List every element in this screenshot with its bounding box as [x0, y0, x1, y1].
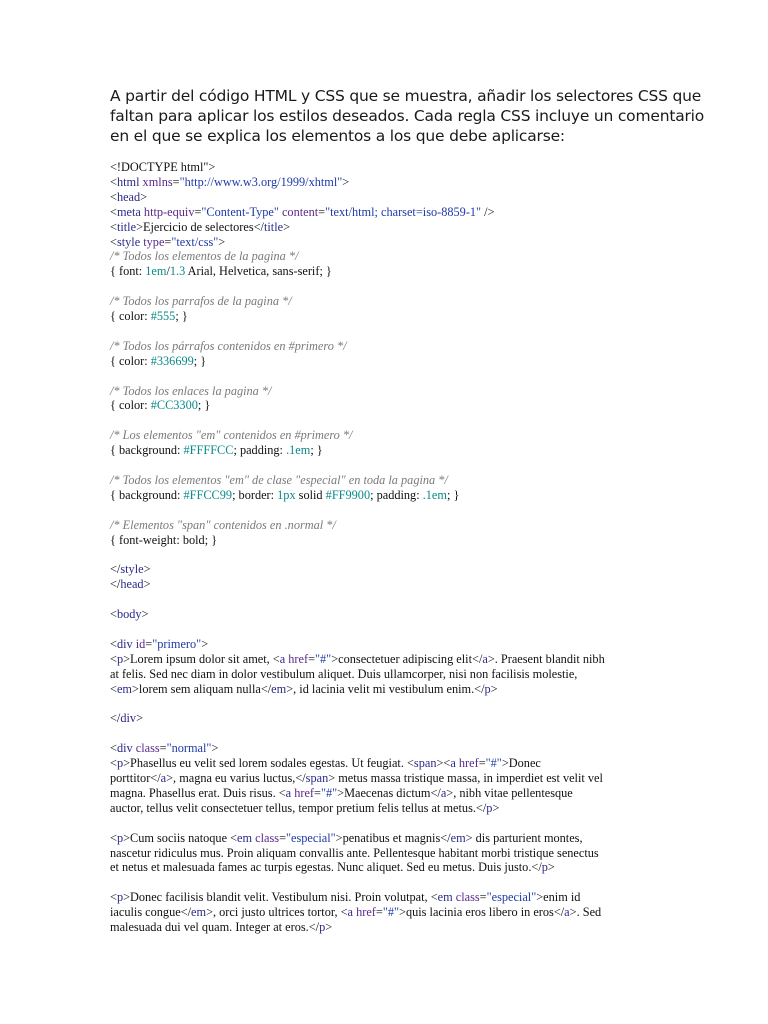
code-token: class — [252, 830, 280, 845]
code-line — [110, 846, 660, 861]
code-line — [110, 384, 660, 399]
code-token: body — [116, 607, 142, 622]
code-token: = — [172, 174, 180, 189]
code-line — [110, 428, 660, 443]
code-line — [110, 354, 660, 369]
code-token: p — [116, 756, 124, 771]
code-token: type — [140, 234, 165, 249]
code-line — [110, 726, 660, 741]
code-token: { color: — [110, 398, 151, 413]
code-token: em — [450, 830, 466, 845]
code-token: "#" — [485, 756, 502, 771]
code-token: href — [291, 785, 314, 800]
code-line — [110, 682, 660, 697]
code-token: > — [218, 234, 226, 249]
code-line — [110, 667, 660, 682]
code-token: > — [547, 860, 555, 875]
code-token: em — [116, 681, 132, 696]
code-token: { font: — [110, 264, 146, 279]
code-token: #FF9900 — [325, 487, 371, 502]
code-token: < — [110, 741, 117, 756]
code-token: = — [478, 756, 486, 771]
code-token: { color: — [110, 353, 151, 368]
code-token: < — [110, 174, 117, 189]
code-token: </ — [110, 711, 121, 726]
code-token: < — [110, 681, 117, 696]
code-token: #336699 — [150, 353, 194, 368]
code-line — [110, 831, 660, 846]
instruction-line: en el que se explica los elementos a los que debe aplicarse: — [110, 127, 565, 145]
code-token: div — [120, 711, 137, 726]
code-token: solid — [295, 487, 326, 502]
code-line — [110, 324, 660, 339]
code-token: >Phasellus eu velit sed lorem sodales egestas. Ut feugiat. < — [123, 756, 414, 771]
code-token: > — [283, 219, 291, 234]
code-token: >Donec facilisis blandit velit. Vestibulum nisi. Proin volutpat, < — [123, 890, 438, 905]
code-token: > — [141, 607, 149, 622]
code-token: >quis lacinia eros libero in eros</ — [399, 905, 565, 920]
code-token: xmlns — [139, 174, 173, 189]
code-token: href — [353, 905, 376, 920]
code-line — [110, 533, 660, 548]
code-line — [110, 279, 660, 294]
code-token: <!DOCTYPE html"> — [110, 160, 216, 174]
code-token: em — [191, 905, 207, 920]
code-line — [110, 413, 660, 428]
instruction-line: A partir del código HTML y CSS que se muestra, añadir los selectores CSS que — [110, 87, 702, 105]
code-token: >, id lacinia velit mi vestibulum enim.</ — [286, 681, 485, 696]
code-line — [110, 741, 660, 756]
code-line — [110, 592, 660, 607]
code-line — [110, 443, 660, 458]
code-token: em — [437, 890, 453, 905]
code-token: at felis. Sed nec diam in dolor vestibulum aliquet. Duis ullamcorper, nisi non facilisis molestie, — [110, 666, 578, 681]
code-line — [110, 771, 660, 786]
code-line — [110, 175, 660, 190]
code-token: #FFCC99 — [183, 487, 233, 502]
code-token: = — [479, 890, 487, 905]
code-token: p — [319, 920, 326, 935]
code-line — [110, 875, 660, 890]
code-token: > — [140, 189, 148, 204]
code-token: span — [413, 756, 437, 771]
code-token: http-equiv — [140, 204, 195, 219]
code-token: .1em — [286, 443, 311, 458]
code-line — [110, 160, 660, 175]
code-token: > metus massa tristique massa, in imperdiet est velit vel — [328, 770, 603, 785]
code-token: auctor, tellus velit consectetuer tellus, tempor pretium felis tellus at metus.</ — [110, 800, 487, 815]
code-line — [110, 547, 660, 562]
code-token: "text/html; charset=iso-8859-1" — [325, 204, 482, 219]
code-token: < — [110, 890, 117, 905]
code-token: Arial, Helvetica, sans-serif; } — [185, 264, 332, 279]
code-token: > — [325, 920, 333, 935]
code-line — [110, 473, 660, 488]
code-line — [110, 562, 660, 577]
code-token: head — [120, 577, 144, 592]
code-token: >Maecenas dictum</ — [337, 785, 441, 800]
code-token: > — [143, 577, 151, 592]
code-line — [110, 577, 660, 592]
code-token: title — [263, 219, 284, 234]
code-token: em — [237, 830, 253, 845]
code-token: em — [271, 681, 287, 696]
code-token: malesuada dui vel quam. Integer at eros.</ — [110, 920, 320, 935]
code-token: ; } — [446, 487, 460, 502]
code-token: > — [143, 562, 151, 577]
code-token: ; padding: — [233, 443, 287, 458]
code-token: >penatibus et magnis</ — [335, 830, 451, 845]
code-token: = — [318, 204, 326, 219]
code-token: p — [116, 890, 124, 905]
code-token: div — [116, 741, 133, 756]
code-line — [110, 801, 660, 816]
code-token: id — [132, 636, 146, 651]
code-token: porttitor</ — [110, 770, 161, 785]
code-line — [110, 190, 660, 205]
code-token: /> — [481, 204, 495, 219]
code-line — [110, 458, 660, 473]
code-token: > — [342, 174, 350, 189]
code-token: { color: — [110, 309, 151, 324]
code-line — [110, 309, 660, 324]
code-token: meta — [116, 204, 141, 219]
code-token: /* Todos los enlaces la pagina */ — [110, 383, 272, 398]
code-token: href — [455, 756, 479, 771]
code-token: /* Elementos "span" contenidos en .normal */ — [110, 517, 336, 532]
code-token: < — [110, 651, 117, 666]
code-token: a — [279, 651, 286, 666]
code-token: >Lorem ipsum dolor sit amet, < — [123, 651, 280, 666]
code-line — [110, 398, 660, 413]
code-line — [110, 905, 660, 920]
code-line — [110, 711, 660, 726]
code-line — [110, 339, 660, 354]
code-token: span — [305, 770, 329, 785]
code-token: >Ejercicio de selectores</ — [136, 219, 264, 234]
code-token: >Cum sociis natoque < — [123, 830, 238, 845]
code-token: p — [116, 830, 124, 845]
code-token: "Content-Type" — [201, 204, 279, 219]
code-token: p — [486, 800, 493, 815]
code-line — [110, 890, 660, 905]
code-token: html — [116, 174, 140, 189]
code-token: > — [201, 636, 209, 651]
code-token: nascetur ridiculus mus. Proin aliquam convallis ante. Pellentesque habitant morbi tristique senectus — [110, 845, 599, 860]
code-line — [110, 756, 660, 771]
code-token: "#" — [315, 651, 332, 666]
code-line — [110, 235, 660, 250]
code-line — [110, 920, 660, 935]
code-line — [110, 264, 660, 279]
code-token: </ — [110, 577, 121, 592]
code-token: > — [490, 681, 498, 696]
code-token: href — [285, 651, 309, 666]
code-token: ; } — [175, 309, 188, 324]
code-token: ; } — [193, 353, 207, 368]
code-token: = — [164, 234, 172, 249]
code-token: = — [375, 905, 383, 920]
code-token: 1px — [277, 487, 296, 502]
code-token: = — [308, 651, 316, 666]
code-token: { background: — [110, 487, 184, 502]
code-token: < — [110, 204, 117, 219]
code-token: < — [110, 830, 117, 845]
code-token: class — [132, 741, 160, 756]
instruction-line: faltan para aplicar los estilos deseados. Cada regla CSS incluye un comentario — [110, 107, 705, 125]
code-token: < — [110, 219, 117, 234]
code-token: p — [116, 651, 124, 666]
code-token: / — [166, 264, 170, 279]
code-token: /* Todos los elementos "em" de clase "especial" en toda la pagina */ — [110, 472, 448, 487]
code-line — [110, 518, 660, 533]
code-line — [110, 786, 660, 801]
code-token: 1.3 — [169, 264, 186, 279]
code-token: ; padding: — [370, 487, 423, 502]
code-token: a — [482, 651, 488, 666]
code-line — [110, 860, 660, 875]
code-token: >< — [436, 756, 451, 771]
code-token: >, orci justo ultrices tortor, < — [206, 905, 348, 920]
code-token: "#" — [382, 905, 400, 920]
code-token: "text/css" — [171, 234, 219, 249]
code-line — [110, 816, 660, 831]
code-token: "normal" — [166, 741, 212, 756]
code-token: "especial" — [486, 890, 537, 905]
code-token: ; } — [310, 443, 323, 458]
code-token: >. Sed — [569, 905, 602, 920]
code-line — [110, 294, 660, 309]
code-token: > — [492, 800, 500, 815]
code-listing — [110, 160, 660, 935]
code-token: >Donec — [501, 756, 541, 771]
code-line — [110, 205, 660, 220]
code-token: div — [116, 636, 133, 651]
code-token: ; } — [197, 398, 211, 413]
code-token: = — [145, 636, 153, 651]
code-line — [110, 696, 660, 711]
code-token: < — [110, 756, 117, 771]
code-token: a — [160, 770, 167, 785]
code-token: > dis parturient montes, — [465, 830, 583, 845]
code-token: .1em — [422, 487, 447, 502]
code-token: = — [314, 785, 321, 800]
code-token: p — [541, 860, 548, 875]
code-token: head — [116, 189, 141, 204]
code-token: { background: — [110, 443, 184, 458]
code-token: "primero" — [152, 636, 202, 651]
code-token: "#" — [320, 785, 338, 800]
code-token: < — [110, 189, 117, 204]
code-token: title — [116, 219, 137, 234]
code-token: et netus et malesuada fames ac turpis egestas. Nunc aliquet. Sed eu metus. Duis justo.</ — [110, 860, 542, 875]
code-line — [110, 652, 660, 667]
code-token: #FFFFCC — [183, 443, 234, 458]
code-token: class — [452, 890, 480, 905]
code-line — [110, 607, 660, 622]
code-token: a — [347, 905, 353, 920]
code-token: #555 — [150, 309, 176, 324]
code-token: /* Todos los párrafos contenidos en #primero */ — [110, 338, 347, 353]
exercise-instructions — [110, 86, 705, 146]
code-token: content — [278, 204, 319, 219]
code-line — [110, 503, 660, 518]
code-token: a — [440, 785, 447, 800]
code-line — [110, 369, 660, 384]
code-token: a — [564, 905, 570, 920]
code-token: = — [159, 741, 167, 756]
code-token: /* Los elementos "em" contenidos en #primero */ — [110, 428, 353, 443]
code-token: ; border: — [232, 487, 278, 502]
code-line — [110, 488, 660, 503]
code-token: magna. Phasellus erat. Duis risus. < — [110, 785, 286, 800]
code-token: p — [484, 681, 491, 696]
code-token: a — [450, 756, 456, 771]
code-token: >lorem sem aliquam nulla</ — [131, 681, 272, 696]
code-token: >, nibh vitae pellentesque — [446, 785, 573, 800]
code-token: 1em — [145, 264, 167, 279]
code-token: = — [279, 830, 286, 845]
code-token: > — [211, 741, 219, 756]
code-token: >consectetuer adipiscing elit</ — [331, 651, 483, 666]
code-token: < — [110, 607, 117, 622]
code-token: < — [110, 636, 117, 651]
code-line — [110, 622, 660, 637]
code-line — [110, 220, 660, 235]
code-token: /* Todos los parrafos de la pagina */ — [110, 294, 292, 309]
code-token: >. Praesent blandit nibh — [487, 651, 605, 666]
code-token: >, magna eu varius luctus,</ — [166, 770, 306, 785]
code-token: style — [120, 562, 144, 577]
code-token: style — [116, 234, 141, 249]
code-line — [110, 637, 660, 652]
document-page — [110, 86, 705, 935]
code-token: < — [110, 234, 117, 249]
code-token: </ — [110, 562, 121, 577]
code-token: > — [136, 711, 144, 726]
code-line — [110, 249, 660, 264]
code-token: = — [194, 204, 202, 219]
code-token: a — [285, 785, 292, 800]
code-token: /* Todos los elementos de la pagina */ — [110, 249, 299, 264]
code-token: "http://www.w3.org/1999/xhtml" — [179, 174, 343, 189]
code-token: iaculis congue</ — [110, 905, 192, 920]
code-token: #CC3300 — [150, 398, 198, 413]
code-token: { font-weight: bold; } — [110, 532, 218, 547]
code-token: >enim id — [536, 890, 581, 905]
code-token: "especial" — [286, 830, 336, 845]
